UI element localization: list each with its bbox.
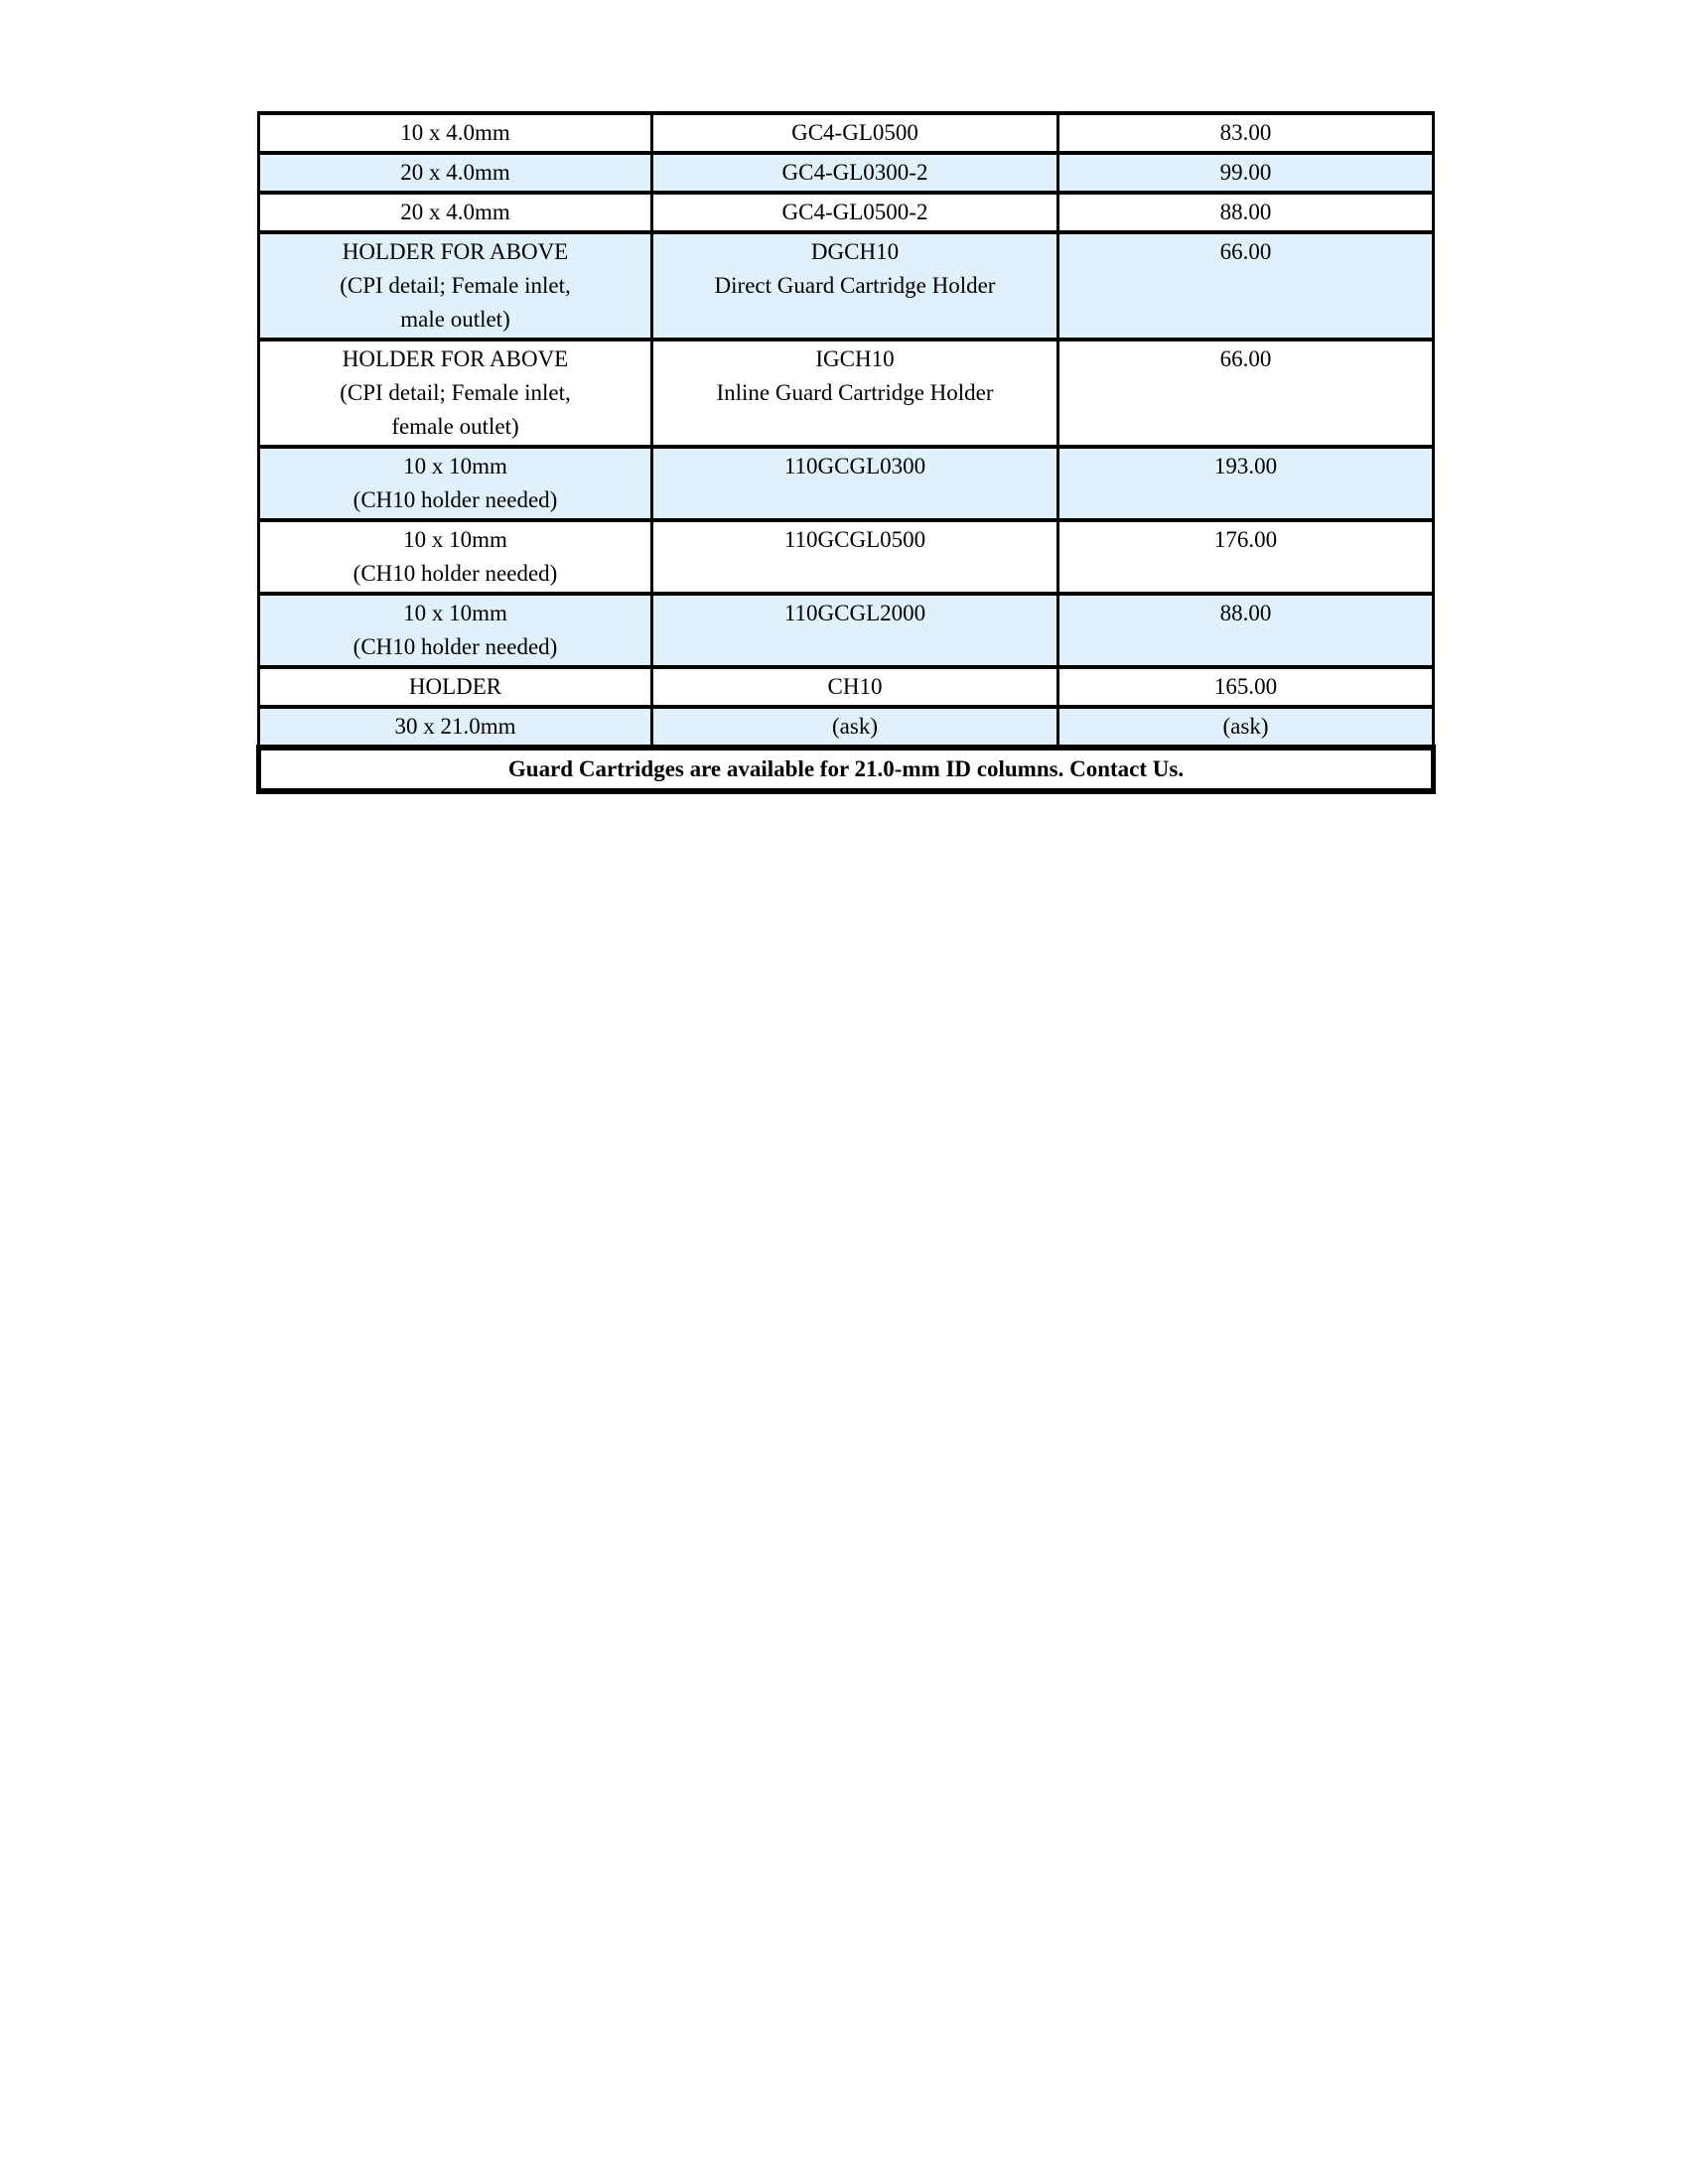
cell-line: 110GCGL0300 — [783, 454, 926, 478]
cell-line: GC4-GL0300-2 — [781, 160, 928, 185]
dimension-cell — [259, 153, 652, 193]
part-number-cell — [652, 153, 1058, 193]
cell-line: CH10 — [827, 674, 883, 699]
dimension-cell — [259, 447, 652, 520]
price-cell — [1058, 232, 1434, 340]
dimension-cell — [259, 193, 652, 232]
part-number-cell — [652, 193, 1058, 232]
table-row — [259, 594, 1434, 667]
price-cell — [1058, 594, 1434, 667]
cell-line: (ask) — [832, 714, 878, 739]
table-row — [259, 520, 1434, 594]
cell-line: GC4-GL0500-2 — [781, 200, 928, 224]
table-row — [259, 232, 1434, 340]
cell-line: Direct Guard Cartridge Holder — [714, 273, 996, 298]
cell-line: 66.00 — [1219, 346, 1272, 371]
cell-line: 88.00 — [1219, 601, 1272, 625]
dimension-cell — [259, 520, 652, 594]
cell-line: GC4-GL0500 — [791, 120, 918, 145]
pricing-table — [256, 111, 1436, 794]
price-cell — [1058, 667, 1434, 707]
footer-note-cell — [259, 748, 1434, 791]
cell-line: 10 x 4.0mm — [400, 120, 510, 145]
cell-line: DGCH10 — [810, 239, 900, 264]
part-number-cell — [652, 340, 1058, 447]
cell-line: Guard Cartridges are available for 21.0-mm ID columns. Contact Us. — [507, 756, 1185, 781]
price-cell — [1058, 707, 1434, 748]
part-number-cell — [652, 520, 1058, 594]
price-cell — [1058, 340, 1434, 447]
cell-line: (CPI detail; Female inlet, — [340, 380, 571, 405]
price-cell — [1058, 520, 1434, 594]
part-number-cell — [652, 667, 1058, 707]
part-number-cell — [652, 232, 1058, 340]
cell-line: (CH10 holder needed) — [352, 634, 558, 659]
part-number-cell — [652, 447, 1058, 520]
cell-line: 20 x 4.0mm — [400, 200, 510, 224]
table-footer-row — [259, 748, 1434, 791]
price-cell — [1058, 113, 1434, 153]
table-row — [259, 153, 1434, 193]
dimension-cell — [259, 232, 652, 340]
table-row — [259, 447, 1434, 520]
cell-line: HOLDER — [408, 674, 502, 699]
cell-line: HOLDER FOR ABOVE — [342, 239, 569, 264]
cell-line: male outlet) — [400, 307, 510, 332]
cell-line: 10 x 10mm — [403, 454, 507, 478]
dimension-cell — [259, 340, 652, 447]
cell-line: 165.00 — [1213, 674, 1278, 699]
dimension-cell — [259, 113, 652, 153]
cell-line: 110GCGL0500 — [783, 527, 926, 552]
cell-line: 193.00 — [1213, 454, 1278, 478]
cell-line: (CH10 holder needed) — [352, 561, 558, 586]
cell-line: 10 x 10mm — [403, 527, 507, 552]
table-row — [259, 707, 1434, 748]
cell-line: 88.00 — [1219, 200, 1272, 224]
dimension-cell — [259, 594, 652, 667]
cell-line: 83.00 — [1219, 120, 1272, 145]
price-cell — [1058, 153, 1434, 193]
table-row — [259, 193, 1434, 232]
part-number-cell — [652, 113, 1058, 153]
cell-line: Inline Guard Cartridge Holder — [716, 380, 994, 405]
table-row — [259, 667, 1434, 707]
cell-line: (CPI detail; Female inlet, — [340, 273, 571, 298]
part-number-cell — [652, 594, 1058, 667]
cell-line: 99.00 — [1219, 160, 1272, 185]
table-row — [259, 340, 1434, 447]
table-row — [259, 113, 1434, 153]
dimension-cell — [259, 667, 652, 707]
cell-line: 30 x 21.0mm — [394, 714, 516, 739]
cell-line: 20 x 4.0mm — [400, 160, 510, 185]
cell-line: 176.00 — [1213, 527, 1278, 552]
cell-line: 110GCGL2000 — [783, 601, 926, 625]
pricing-table-body — [259, 113, 1434, 791]
price-cell — [1058, 193, 1434, 232]
cell-line: (ask) — [1222, 714, 1269, 739]
cell-line: 10 x 10mm — [403, 601, 507, 625]
cell-line: 66.00 — [1219, 239, 1272, 264]
cell-line: (CH10 holder needed) — [352, 487, 558, 512]
cell-line: IGCH10 — [815, 346, 895, 371]
cell-line: female outlet) — [391, 414, 519, 439]
cell-line: HOLDER FOR ABOVE — [342, 346, 569, 371]
dimension-cell — [259, 707, 652, 748]
price-cell — [1058, 447, 1434, 520]
part-number-cell — [652, 707, 1058, 748]
